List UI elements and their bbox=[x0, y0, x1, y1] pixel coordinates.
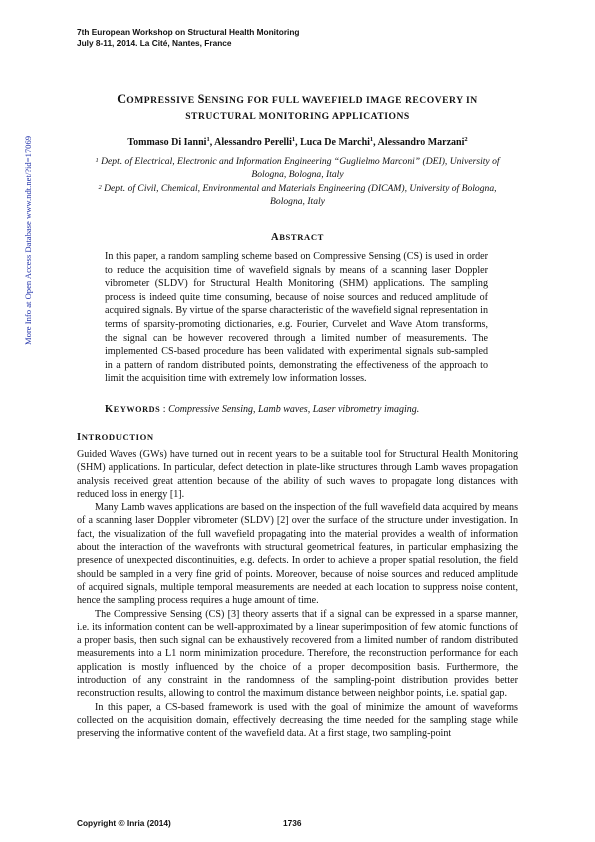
page-number: 1736 bbox=[283, 818, 302, 828]
abstract-heading: ABSTRACT bbox=[271, 232, 324, 243]
title-line-1: COMPRESSIVE SENSING FOR FULL WAVEFIELD IMAGE RECOVERY IN bbox=[117, 92, 478, 106]
paper-title bbox=[80, 92, 515, 124]
conference-header bbox=[77, 27, 300, 49]
paragraph: The Compressive Sensing (CS) [3] theory asserts that if a signal can be expressed in a sparse manner, i.e. its information content can be well-approximated by a linear superimposition of few atomic functions of a proper basis, then such signal can be exhaustively recovered from a limited number of random distributed measurements into a L1 norm minimization procedure. Therefore, the reconstruction performance for each application is mostly influenced by the choice of a proper decomposition basis. Furthermore, the introduction of any constraint in the randomness of the sampling-point distribution provides better reconstruction results, allowing to control the maximum distance between neighbor points, i.e. spatial gap. bbox=[77, 608, 518, 700]
affiliation: $^2$ Dept. of Civil, Chemical, Environmental and Materials Engineering (DICAM), University of Bologna, Bologna, Italy bbox=[98, 183, 497, 207]
keywords-value: Compressive Sensing, Lamb waves, Laser vibrometry imaging. bbox=[168, 404, 420, 415]
keywords-label: KEYWORDS bbox=[105, 404, 161, 415]
keywords: KEYWORDS : Compressive Sensing, Lamb waves, Laser vibrometry imaging. bbox=[105, 404, 420, 415]
affiliation: $^1$ Dept. of Electrical, Electronic and Information Engineering “Guglielmo Marconi” (DEI), University of Bologna, Bologna, Italy bbox=[95, 156, 500, 180]
author-name: Tommaso Di Ianni bbox=[127, 137, 207, 148]
affiliations bbox=[80, 155, 515, 209]
author-affiliation-mark: 1 bbox=[206, 136, 210, 143]
introduction-body bbox=[77, 448, 518, 741]
author-list: Tommaso Di Ianni$^1$, Alessandro Perelli$^1$, Luca De Marchi$^1$, Alessandro Marzani$^2$ bbox=[127, 136, 468, 148]
abstract-text: In this paper, a random sampling scheme based on Compressive Sensing (CS) is used in order to reduce the acquisition time of wavefield signals by means of a scanning laser Doppler vibrometer (SLDV) for Structural Health Monitoring (SHM) applications. The sampling process is indeed quite time consuming, because of noise sources and reduced amplitude of acquired signals. By virtue of the sparse characteristic of the wavefield signal representation in terms of sparsity-promoting dictionaries, e.g. Fourier, Curvelet and Wave Atom transforms, the signal can be however recovered through a limited number of measurements. The implemented CS-based procedure has been validated with experimental signals sub-sampled in a pattern of random distributed points, demonstrating the effectiveness of the approach to limit the acquisition time with extremely low information losses. bbox=[105, 251, 488, 385]
author-affiliation-mark: 1 bbox=[291, 136, 296, 143]
copyright: Copyright © Inria (2014) bbox=[77, 818, 171, 828]
paragraph: In this paper, a CS-based framework is used with the goal of minimize the amount of waveforms collected on the acquisition domain, effectively decreasing the time needed for the sampling stage while preserving the informative content of the wavefield data. At a first stage, two sampling-point bbox=[77, 701, 518, 740]
author-affiliation-mark: 1 bbox=[369, 136, 374, 143]
open-access-link[interactable]: More Info at Open Access Database www.ndt.net/?id=17069 bbox=[23, 135, 33, 345]
paragraph: Many Lamb waves applications are based on the inspection of the full wavefield data acquired by means of a scanning laser Doppler vibrometer (SLDV) [2] over the surface of the structure under investigation. In fact, the visualization of the full wavefield propagating into the material provides a wealth of information about the interaction of the wavefronts with structural geometrical features, in particular emphasizing the presence of unexpected discontinuities, e.g. defects. In order to achieve a proper spatial resolution, the field should be sampled in a very fine grid of points. Moreover, because of noise sources and reduced amplitude of acquired signals, multiple temporal measurements are needed at each location to suppress noise content, hence the sampling process requires a huge amount of time. bbox=[77, 502, 518, 607]
introduction-heading: INTRODUCTION bbox=[77, 432, 154, 443]
author-affiliation-mark: 2 bbox=[464, 136, 468, 143]
author-name: Luca De Marchi bbox=[300, 137, 370, 148]
conference-date-location: July 8-11, 2014. La Cité, Nantes, France bbox=[77, 38, 232, 48]
author-name: Alessandro Marzani bbox=[377, 137, 465, 148]
paragraph: Guided Waves (GWs) have turned out in recent years to be a suitable tool for Structural Health Monitoring (SHM) applications. In particular, defect detection in plate-like structures through Lamb waves propagation analysis received great attention because of the ability of such waves to propagate long distances with reduced loss in energy [1]. bbox=[77, 449, 518, 500]
conference-name: 7th European Workshop on Structural Health Monitoring bbox=[77, 27, 300, 37]
title-line-2: STRUCTURAL MONITORING APPLICATIONS bbox=[185, 110, 410, 122]
author-name: Alessandro Perelli bbox=[214, 137, 292, 148]
